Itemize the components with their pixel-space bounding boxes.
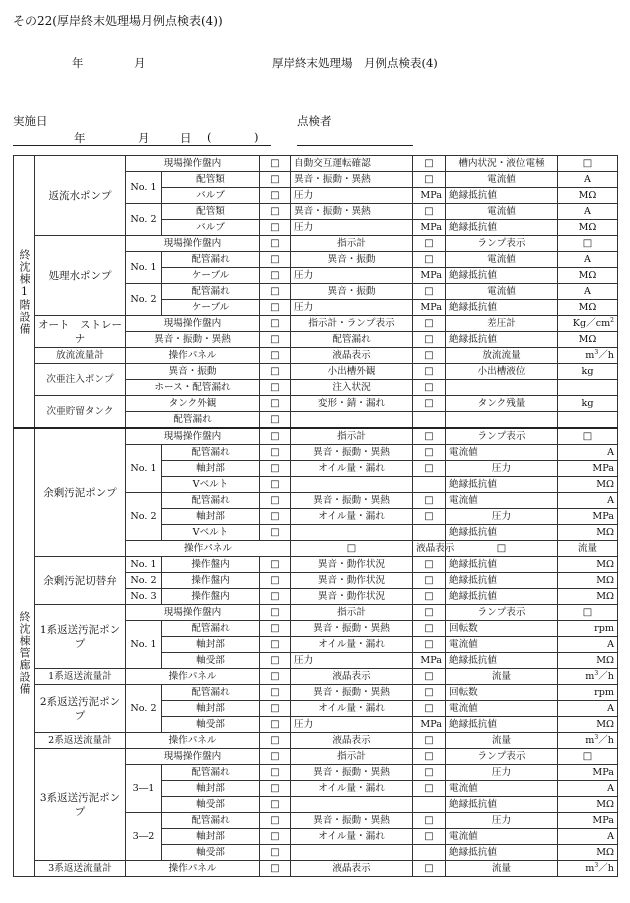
unit-value: MΩ [558, 797, 618, 813]
item-label: 液晶表示 [291, 861, 413, 877]
unit-value: MPa [413, 300, 446, 316]
item-label: 注入状況 [291, 380, 413, 396]
unit-value: A [558, 781, 618, 797]
checkbox[interactable]: □ [413, 380, 446, 396]
item-label: 圧力 [291, 268, 413, 284]
unit-value: MΩ [558, 653, 618, 669]
unit-value: A [558, 701, 618, 717]
unit-value: kg [558, 396, 618, 412]
checkbox[interactable]: □ [260, 380, 291, 396]
item-label: ホース・配管漏れ [126, 380, 260, 396]
header-year-label: 年 [72, 56, 84, 70]
item-label: 異音・振動・異熱 [291, 445, 413, 461]
unit-value: A [558, 445, 618, 461]
checkbox[interactable]: □ [260, 461, 291, 477]
item-label: 配管漏れ [126, 412, 260, 429]
item-label: ケーブル [162, 300, 260, 316]
checkbox[interactable]: □ [260, 765, 291, 781]
item-label: 配管漏れ [162, 685, 260, 701]
group-excess-valve: 余剰汚泥切替弁 [35, 557, 126, 605]
checkbox[interactable]: □ [413, 669, 446, 685]
item-label: 操作盤内 [162, 573, 260, 589]
unit-value: MPa [413, 268, 446, 284]
checkbox[interactable]: □ [260, 813, 291, 829]
unit-label: No. 2 [126, 573, 162, 589]
checkbox[interactable]: □ [260, 268, 291, 284]
unit-value: MPa [413, 717, 446, 733]
checkbox[interactable]: □ [260, 637, 291, 653]
unit-value: MΩ [558, 525, 618, 541]
item-label: 操作盤内 [162, 589, 260, 605]
item-label: 配管類 [162, 172, 260, 188]
item-label: 異音・振動 [126, 364, 260, 380]
inspection-table [13, 155, 618, 877]
item-label: 絶縁抵抗値 [446, 845, 558, 861]
checkbox[interactable]: □ [413, 461, 446, 477]
item-label: タンク外観 [126, 396, 260, 412]
checkbox[interactable]: □ [260, 573, 291, 589]
item-label: 電流値 [446, 701, 558, 717]
checkbox[interactable]: □ [260, 348, 291, 364]
item-label: 配管漏れ [162, 284, 260, 300]
item-label: 操作盤内 [162, 557, 260, 573]
item-label: 異音・振動・異熱 [291, 765, 413, 781]
item-label: 指示計 [291, 605, 413, 621]
checkbox[interactable]: □ [413, 765, 446, 781]
item-label: 電流値 [446, 172, 558, 188]
unit-value: MPa [413, 220, 446, 236]
item-label: 軸封部 [162, 829, 260, 845]
item-label: 操作パネル [126, 348, 260, 364]
item-label: 自動交互運転確認 [291, 156, 413, 172]
checkbox[interactable]: □ [413, 589, 446, 605]
checkbox[interactable]: □ [413, 156, 446, 172]
item-label: 液晶表示 [291, 669, 413, 685]
item-label: 圧力 [446, 765, 558, 781]
date-year-label: 年 [74, 131, 86, 145]
checkbox[interactable]: □ [413, 396, 446, 412]
group-rs3-meter: 3系返送流量計 [35, 861, 126, 877]
checkbox[interactable]: □ [260, 477, 291, 493]
item-label: ランプ表示 [446, 605, 558, 621]
unit-value: A [558, 172, 618, 188]
checkbox[interactable]: □ [413, 557, 446, 573]
date-month-label: 月 [138, 131, 150, 145]
item-label: 圧力 [291, 653, 413, 669]
item-label: 異音・振動 [291, 284, 413, 300]
checkbox[interactable]: □ [260, 252, 291, 268]
unit-value: A [558, 204, 618, 220]
checkbox[interactable]: □ [260, 364, 291, 380]
unit-value: kg [558, 364, 618, 380]
group-hypo-tank: 次亜貯留タンク [35, 396, 126, 429]
unit-value: rpm [558, 685, 618, 701]
unit-value: A [558, 829, 618, 845]
checkbox[interactable]: □ [260, 236, 291, 252]
date-paren-open: ( [207, 130, 212, 144]
item-label: 絶縁抵抗値 [446, 525, 558, 541]
item-label: 絶縁抵抗値 [446, 589, 558, 605]
unit-value: MΩ [558, 332, 618, 348]
unit-label: No. 3 [126, 589, 162, 605]
item-label: 電流値 [446, 829, 558, 845]
item-label: 圧力 [291, 717, 413, 733]
checkbox[interactable]: □ [260, 428, 291, 445]
item-label: 軸封部 [162, 509, 260, 525]
item-label: 操作パネル [126, 669, 260, 685]
checkbox[interactable]: □ [413, 861, 446, 877]
item-label: 異音・振動・異熱 [291, 621, 413, 637]
item-label: 電流値 [446, 252, 558, 268]
item-label: タンク残量 [446, 396, 558, 412]
item-label: 絶縁抵抗値 [446, 220, 558, 236]
unit-label: No. 1 [126, 445, 162, 493]
checkbox[interactable]: □ [413, 332, 446, 348]
unit-label: No. 2 [126, 204, 162, 236]
checkbox[interactable]: □ [413, 685, 446, 701]
item-label: オイル量・漏れ [291, 829, 413, 845]
item-label: 異音・振動・異熱 [291, 493, 413, 509]
checkbox[interactable]: □ [558, 749, 618, 765]
checkbox[interactable]: □ [413, 204, 446, 220]
unit-label: No. 1 [126, 621, 162, 669]
item-label: 異音・振動・異熱 [291, 813, 413, 829]
unit-value: MΩ [558, 845, 618, 861]
checkbox[interactable]: □ [260, 685, 291, 701]
unit-value: MPa [558, 765, 618, 781]
checkbox[interactable]: □ [260, 861, 291, 877]
item-label: ケーブル [162, 268, 260, 284]
item-label: 液晶表示 [291, 733, 413, 749]
checkbox[interactable]: □ [260, 781, 291, 797]
item-label: 絶縁抵抗値 [446, 717, 558, 733]
checkbox[interactable]: □ [260, 589, 291, 605]
checkbox[interactable]: □ [260, 509, 291, 525]
checkbox[interactable]: □ [413, 236, 446, 252]
group-excess-pump: 余剰汚泥ポンプ [35, 428, 126, 557]
inspector-underline [297, 145, 413, 146]
item-label: 軸受部 [162, 653, 260, 669]
checkbox[interactable]: □ [413, 733, 446, 749]
item-label: 小出槽液位 [446, 364, 558, 380]
checkbox[interactable]: □ [260, 172, 291, 188]
item-label: 絶縁抵抗値 [446, 477, 558, 493]
checkbox[interactable]: □ [260, 332, 291, 348]
item-label: 変形・錆・漏れ [291, 396, 413, 412]
item-label: 流量 [446, 861, 558, 877]
item-label: 絶縁抵抗値 [446, 653, 558, 669]
checkbox[interactable]: □ [291, 541, 413, 557]
item-label: 絶縁抵抗値 [446, 332, 558, 348]
unit-value: A [558, 252, 618, 268]
item-label: 圧力 [291, 300, 413, 316]
checkbox[interactable]: □ [413, 445, 446, 461]
checkbox[interactable]: □ [260, 557, 291, 573]
checkbox[interactable]: □ [413, 813, 446, 829]
item-label: 電流値 [446, 284, 558, 300]
checkbox[interactable]: □ [413, 364, 446, 380]
item-label: 圧力 [446, 813, 558, 829]
group-hypo-pump: 次亜注入ポンプ [35, 364, 126, 396]
checkbox[interactable]: □ [413, 172, 446, 188]
item-label: 液晶表示 [291, 348, 413, 364]
unit-value: MPa [558, 461, 618, 477]
checkbox[interactable]: □ [260, 845, 291, 861]
unit-label: No. 2 [126, 284, 162, 316]
checkbox[interactable]: □ [260, 701, 291, 717]
group-rs2-pump: 2系返送汚泥ポンプ [35, 685, 126, 733]
checkbox[interactable]: □ [413, 605, 446, 621]
date-underline [13, 145, 271, 146]
item-label: 指示計 [291, 428, 413, 445]
item-label: 軸封部 [162, 461, 260, 477]
item-label: 絶縁抵抗値 [446, 268, 558, 284]
item-label: Vベルト [162, 477, 260, 493]
checkbox[interactable]: □ [413, 637, 446, 653]
item-label: 異音・動作状況 [291, 573, 413, 589]
item-label: オイル量・漏れ [291, 509, 413, 525]
item-label: 配管漏れ [162, 252, 260, 268]
unit-value: $m^3/h$ [558, 733, 618, 749]
item-label: ランプ表示 [446, 749, 558, 765]
item-label: 現場操作盤内 [126, 605, 260, 621]
item-label: 現場操作盤内 [126, 316, 260, 332]
item-label: 指示計・ランプ表示 [291, 316, 413, 332]
checkbox[interactable]: □ [413, 509, 446, 525]
item-label: 軸受部 [162, 797, 260, 813]
checkbox[interactable]: □ [260, 316, 291, 332]
section-1f: 終沈棟1階設備 [14, 156, 35, 429]
item-label: 電流値 [446, 781, 558, 797]
item-label: 異音・振動・異熱 [291, 685, 413, 701]
item-label: 流量 [558, 541, 618, 557]
unit-value: MPa [413, 188, 446, 204]
item-label: 圧力 [446, 461, 558, 477]
checkbox[interactable]: □ [260, 284, 291, 300]
item-label: 異音・動作状況 [291, 557, 413, 573]
unit-value: MΩ [558, 188, 618, 204]
item-label: 回転数 [446, 685, 558, 701]
checkbox[interactable]: □ [260, 445, 291, 461]
checkbox[interactable]: □ [413, 749, 446, 765]
item-label: 現場操作盤内 [126, 156, 260, 172]
item-label: 流量 [446, 669, 558, 685]
item-label: 槽内状況・液位電極 [446, 156, 558, 172]
unit-value: MΩ [558, 477, 618, 493]
group-auto-strainer: オート ストレーナ [35, 316, 126, 348]
item-label: 電流値 [446, 445, 558, 461]
item-label: 軸封部 [162, 637, 260, 653]
group-rs1-meter: 1系返送流量計 [35, 669, 126, 685]
item-label: 配管類 [162, 204, 260, 220]
checkbox[interactable]: □ [260, 749, 291, 765]
item-label: 指示計 [291, 236, 413, 252]
item-label: 軸受部 [162, 717, 260, 733]
checkbox[interactable]: □ [260, 733, 291, 749]
unit-label: No. 1 [126, 557, 162, 573]
item-label: 異音・振動・異熱 [126, 332, 260, 348]
unit-value: A [558, 493, 618, 509]
item-label: 操作パネル [126, 861, 260, 877]
item-label: 電流値 [446, 493, 558, 509]
unit-value: $m^3/h$ [558, 669, 618, 685]
item-label: オイル量・漏れ [291, 781, 413, 797]
item-label: ランプ表示 [446, 428, 558, 445]
checkbox[interactable]: □ [413, 493, 446, 509]
unit-value: MΩ [558, 589, 618, 605]
checkbox[interactable]: □ [260, 621, 291, 637]
item-label: 操作パネル [126, 733, 260, 749]
checkbox[interactable]: □ [260, 525, 291, 541]
item-label: 指示計 [291, 749, 413, 765]
item-label: 異音・動作状況 [291, 589, 413, 605]
checkbox[interactable]: □ [558, 605, 618, 621]
checkbox[interactable]: □ [260, 493, 291, 509]
unit-value: MΩ [558, 573, 618, 589]
unit-value: $m^3/h$ [558, 861, 618, 877]
document-title: その22(厚岸終末処理場月例点検表(4)) [13, 14, 223, 28]
item-label: 絶縁抵抗値 [446, 797, 558, 813]
unit-value: MPa [558, 813, 618, 829]
item-label: 電流値 [446, 204, 558, 220]
item-label: 電流値 [446, 637, 558, 653]
unit-value: $Kg/cm^2$ [558, 316, 618, 332]
item-label: 異音・振動・異熱 [291, 204, 413, 220]
item-label: 放流流量 [446, 348, 558, 364]
item-label: 絶縁抵抗値 [446, 188, 558, 204]
item-label: 差圧計 [446, 316, 558, 332]
checkbox[interactable]: □ [260, 829, 291, 845]
checkbox[interactable]: □ [260, 412, 291, 429]
checkbox[interactable]: □ [260, 220, 291, 236]
inspector-caption: 点検者 [297, 114, 332, 128]
item-label: オイル量・漏れ [291, 461, 413, 477]
unit-label: No. 2 [126, 493, 162, 541]
checkbox[interactable]: □ [260, 653, 291, 669]
checkbox[interactable]: □ [413, 781, 446, 797]
item-label: 現場操作盤内 [126, 236, 260, 252]
item-label: 流量 [446, 733, 558, 749]
date-day-label: 日 [180, 131, 192, 145]
unit-label: No. 1 [126, 172, 162, 204]
item-label: 配管漏れ [162, 621, 260, 637]
group-discharge-meter: 放流流量計 [35, 348, 126, 364]
item-label: 軸封部 [162, 701, 260, 717]
checkbox[interactable]: □ [446, 541, 558, 557]
unit-label: 3―2 [126, 813, 162, 861]
item-label: 配管漏れ [291, 332, 413, 348]
unit-value: A [558, 284, 618, 300]
item-label: バルブ [162, 188, 260, 204]
item-label: 配管漏れ [162, 765, 260, 781]
unit-value: MPa [558, 509, 618, 525]
item-label: 現場操作盤内 [126, 428, 260, 445]
checkbox[interactable]: □ [260, 669, 291, 685]
item-label: ランプ表示 [446, 236, 558, 252]
checkbox[interactable]: □ [413, 348, 446, 364]
unit-value: MΩ [558, 717, 618, 733]
checkbox[interactable]: □ [260, 396, 291, 412]
item-label: 配管漏れ [162, 493, 260, 509]
checkbox[interactable]: □ [558, 156, 618, 172]
checkbox[interactable]: □ [413, 428, 446, 445]
group-rs3-pump: 3系返送汚泥ポンプ [35, 749, 126, 861]
item-label: 軸受部 [162, 845, 260, 861]
item-label: 現場操作盤内 [126, 749, 260, 765]
item-label: バルブ [162, 220, 260, 236]
group-rs2-meter: 2系返送流量計 [35, 733, 126, 749]
item-label: Vベルト [162, 525, 260, 541]
unit-value: $m^3/h$ [558, 348, 618, 364]
unit-label: No. 2 [126, 685, 162, 733]
checkbox[interactable]: □ [558, 236, 618, 252]
item-label: 圧力 [291, 188, 413, 204]
item-label: 軸封部 [162, 781, 260, 797]
checkbox[interactable]: □ [413, 252, 446, 268]
date-caption: 実施日 [13, 114, 48, 128]
checkbox[interactable]: □ [413, 621, 446, 637]
unit-value: MPa [413, 653, 446, 669]
item-label: 絶縁抵抗値 [446, 557, 558, 573]
item-label: オイル量・漏れ [291, 637, 413, 653]
unit-value: MΩ [558, 300, 618, 316]
item-label: 絶縁抵抗値 [446, 300, 558, 316]
group-return-pump: 返流水ポンプ [35, 156, 126, 236]
group-treated-pump: 処理水ポンプ [35, 236, 126, 316]
item-label: 小出槽外観 [291, 364, 413, 380]
checkbox[interactable]: □ [413, 701, 446, 717]
unit-value: A [558, 637, 618, 653]
date-paren-close: ) [254, 130, 259, 144]
item-label: 異音・振動・異熱 [291, 172, 413, 188]
item-label: 液晶表示 [413, 541, 446, 557]
header-month-label: 月 [134, 56, 146, 70]
checkbox[interactable]: □ [260, 156, 291, 172]
form-title: 厚岸終末処理場 月例点検表(4) [272, 56, 438, 70]
checkbox[interactable]: □ [260, 605, 291, 621]
checkbox[interactable]: □ [260, 717, 291, 733]
checkbox[interactable]: □ [413, 284, 446, 300]
unit-value: MΩ [558, 268, 618, 284]
unit-label: No. 1 [126, 252, 162, 284]
unit-value: rpm [558, 621, 618, 637]
item-label: 操作パネル [126, 541, 291, 557]
item-label: 配管漏れ [162, 813, 260, 829]
item-label: オイル量・漏れ [291, 701, 413, 717]
item-label: 異音・振動 [291, 252, 413, 268]
unit-value: MΩ [558, 557, 618, 573]
checkbox[interactable]: □ [413, 829, 446, 845]
item-label: 圧力 [446, 509, 558, 525]
group-rs1-pump: 1系返送汚泥ポンプ [35, 605, 126, 669]
item-label: 圧力 [291, 220, 413, 236]
checkbox[interactable]: □ [413, 573, 446, 589]
checkbox[interactable]: □ [260, 188, 291, 204]
item-label: 配管漏れ [162, 445, 260, 461]
checkbox[interactable]: □ [413, 316, 446, 332]
item-label: 絶縁抵抗値 [446, 573, 558, 589]
checkbox[interactable]: □ [558, 428, 618, 445]
unit-label: 3―1 [126, 765, 162, 813]
checkbox[interactable]: □ [260, 204, 291, 220]
checkbox[interactable]: □ [260, 797, 291, 813]
unit-value: MΩ [558, 220, 618, 236]
item-label: 回転数 [446, 621, 558, 637]
section-gallery: 終沈棟管廊設備 [14, 428, 35, 877]
checkbox[interactable]: □ [260, 300, 291, 316]
